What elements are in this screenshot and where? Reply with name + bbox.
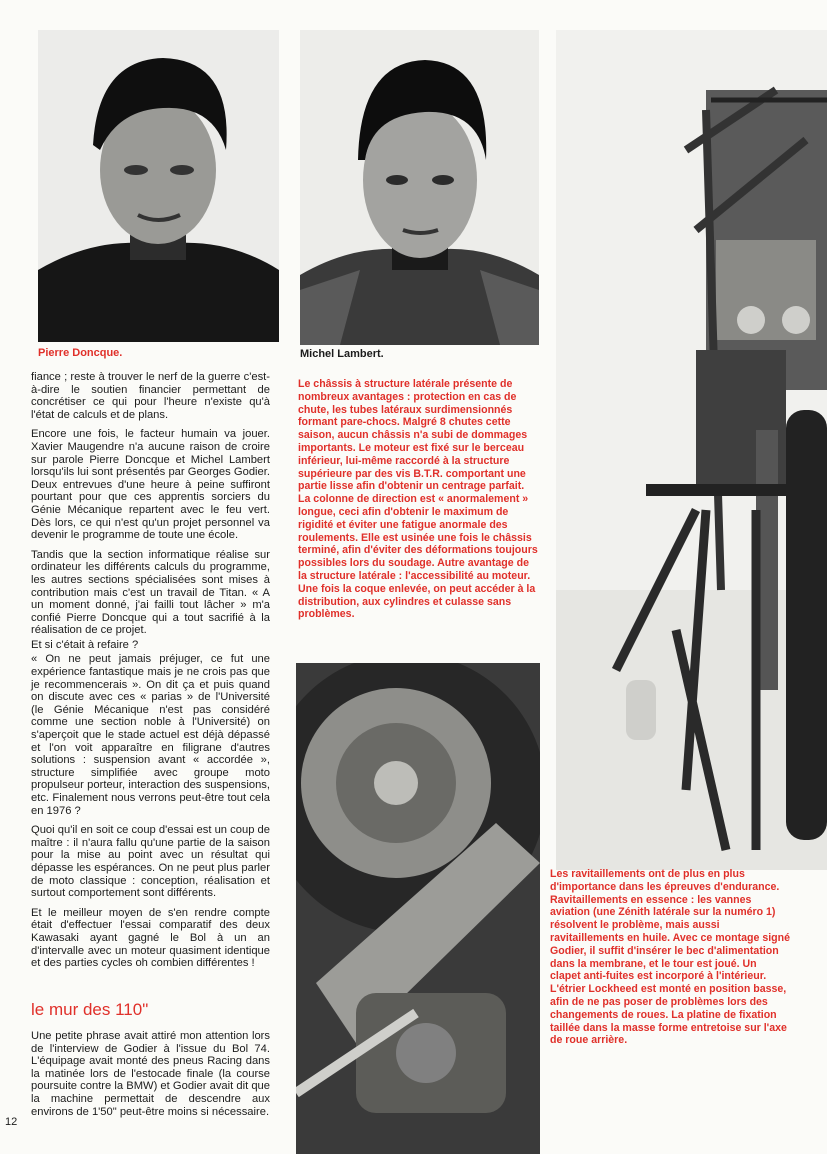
caption-pierre-doncque: Pierre Doncque. — [38, 347, 123, 359]
motorcycle-frame-photo — [556, 30, 827, 870]
left-text-column — [31, 371, 270, 977]
brake-caliper-photo — [296, 663, 540, 1154]
portrait-photo-michel-lambert — [300, 30, 539, 345]
paragraph: Quoi qu'il en soit ce coup d'essai est un coup de maître : il n'aura fallu qu'une partie de la saison pour la mise au point avec un résultat qui dépasse les espérances. On ne peut plus parler de moto classique : conception, réalisation et surtout comportement sont différents. — [31, 824, 270, 900]
paragraph: Encore une fois, le facteur humain va jouer. Xavier Maugendre n'a aucune raison de croire sur parole Pierre Doncque et Michel Lambert lorsqu'ils lui sont présentés par Georges Godier. Deux entrevues d'une heure à peine suffiront pourtant pour que ces apprentis sorciers du Génie Mécanique repartent avec le feu vert. Dès lors, ce qui n'est qu'un projet personnel va devenir le programme de toute une école. — [31, 428, 270, 542]
caption-text: Le châssis à structure latérale présente de nombreux avantages : protection en cas de chute, les tubes latéraux surdimensionnés formant pare-chocs. Malgré 8 chutes cette saison, aucun châssis n'a subi de dommages importants. Le moteur est fixé sur le berceau inférieur, lui-même raccordé à la structure supérieure par des vis B.T.R. comportant une partie lisse afin d'obtenir un centrage parfait. La colonne de direction est « anormalement » longue, ceci afin d'obtenir le maximum de rigidité et éviter une fatigue anormale des roulements. Elle est usinée une fois le châssis terminé, afin d'éviter des déformations toujours possibles lors du soudage. Autre avantage de la structure latérale : l'accessibilité au moteur. Une fois la coque enlevée, on peut accéder à la distribution, aux cylindres et culasse sans problèmes. — [298, 378, 538, 621]
section-heading: le mur des 110" — [31, 1000, 149, 1019]
paragraph: fiance ; reste à trouver le nerf de la guerre c'est-à-dire le soutien financier permettant de concrétiser ce qui pour l'heure n'existe qu'à l'état de calculs et de plans. — [31, 371, 270, 421]
portrait-photo-pierre-doncque — [38, 30, 279, 342]
paragraph: Une petite phrase avait attiré mon attention lors de l'interview de Godier à l'issue du Bol 74. L'équipage avait monté des pneus Racing dans la matinée lors de l'estocade finale (la course poursuite contre la BMW) et Godier avait dit que la machine permettait de descendre aux environs de 1'50" peut-être moins si nécessaire. — [31, 1030, 270, 1118]
left-text-column-end — [31, 1030, 270, 1125]
paragraph: Et si c'était à refaire ? — [31, 638, 139, 651]
caption-text: Les ravitaillements ont de plus en plus d'importance dans les épreuves d'endurance. Ravitaillements en essence : les vannes aviation (une Zénith latérale sur la numéro 1) résolvent le problème, mais aussi ravitaillements en huile. Avec ce montage signé Godier, il suffit d'insérer le bec d'alimentation dans la membrane, et le tour est joué. Un clapet anti-fuites est incorporé à l'intérieur. L'étrier Lockheed est monté en position basse, afin de ne pas poser de problèmes lors des changements de roues. La platine de fixation taillée dans la masse forme entretoise sur l'axe de roue arrière. — [550, 868, 791, 1047]
page-number: 12 — [5, 1116, 18, 1128]
paragraph: Et le meilleur moyen de s'en rendre compte était d'effectuer l'essai comparatif des deux Kawasaki ayant gagné le Bol à un an d'intervalle avec un moteur quasiment identique et des parties cycles oh combien différentes ! — [31, 906, 270, 970]
paragraph: « On ne peut jamais préjuger, ce fut une expérience fantastique mais je ne crois pas que je recommencerais ». On dit ça et puis quand on discute avec ces « parias » de l'Université (le Génie Mécanique n'est pas considéré comme une section noble à l'Université) on s'aperçoit que le stade actuel est déjà dépassé et l'on voit apparaître en filigrane d'autres solutions : suspension avant « accordée », structure simplifiée avec groupe moto propulseur porteur, interaction des suspensions, etc. Finalement nous verrons peut-être tout cela en 1976 ? — [31, 653, 270, 817]
chassis-caption — [298, 378, 538, 621]
refuelling-caption — [550, 868, 790, 1047]
paragraph: Tandis que la section informatique réalise sur ordinateur les différents calculs du programme, les autres sections spécialisées sont mises à contribution mais c'est un travail de Titan. « A un moment donné, j'ai failli tout lâcher » m'a confié Pierre Doncque qui a tout sacrifié à la réalisation de ce projet. — [31, 548, 270, 637]
caption-michel-lambert: Michel Lambert. — [300, 348, 384, 360]
